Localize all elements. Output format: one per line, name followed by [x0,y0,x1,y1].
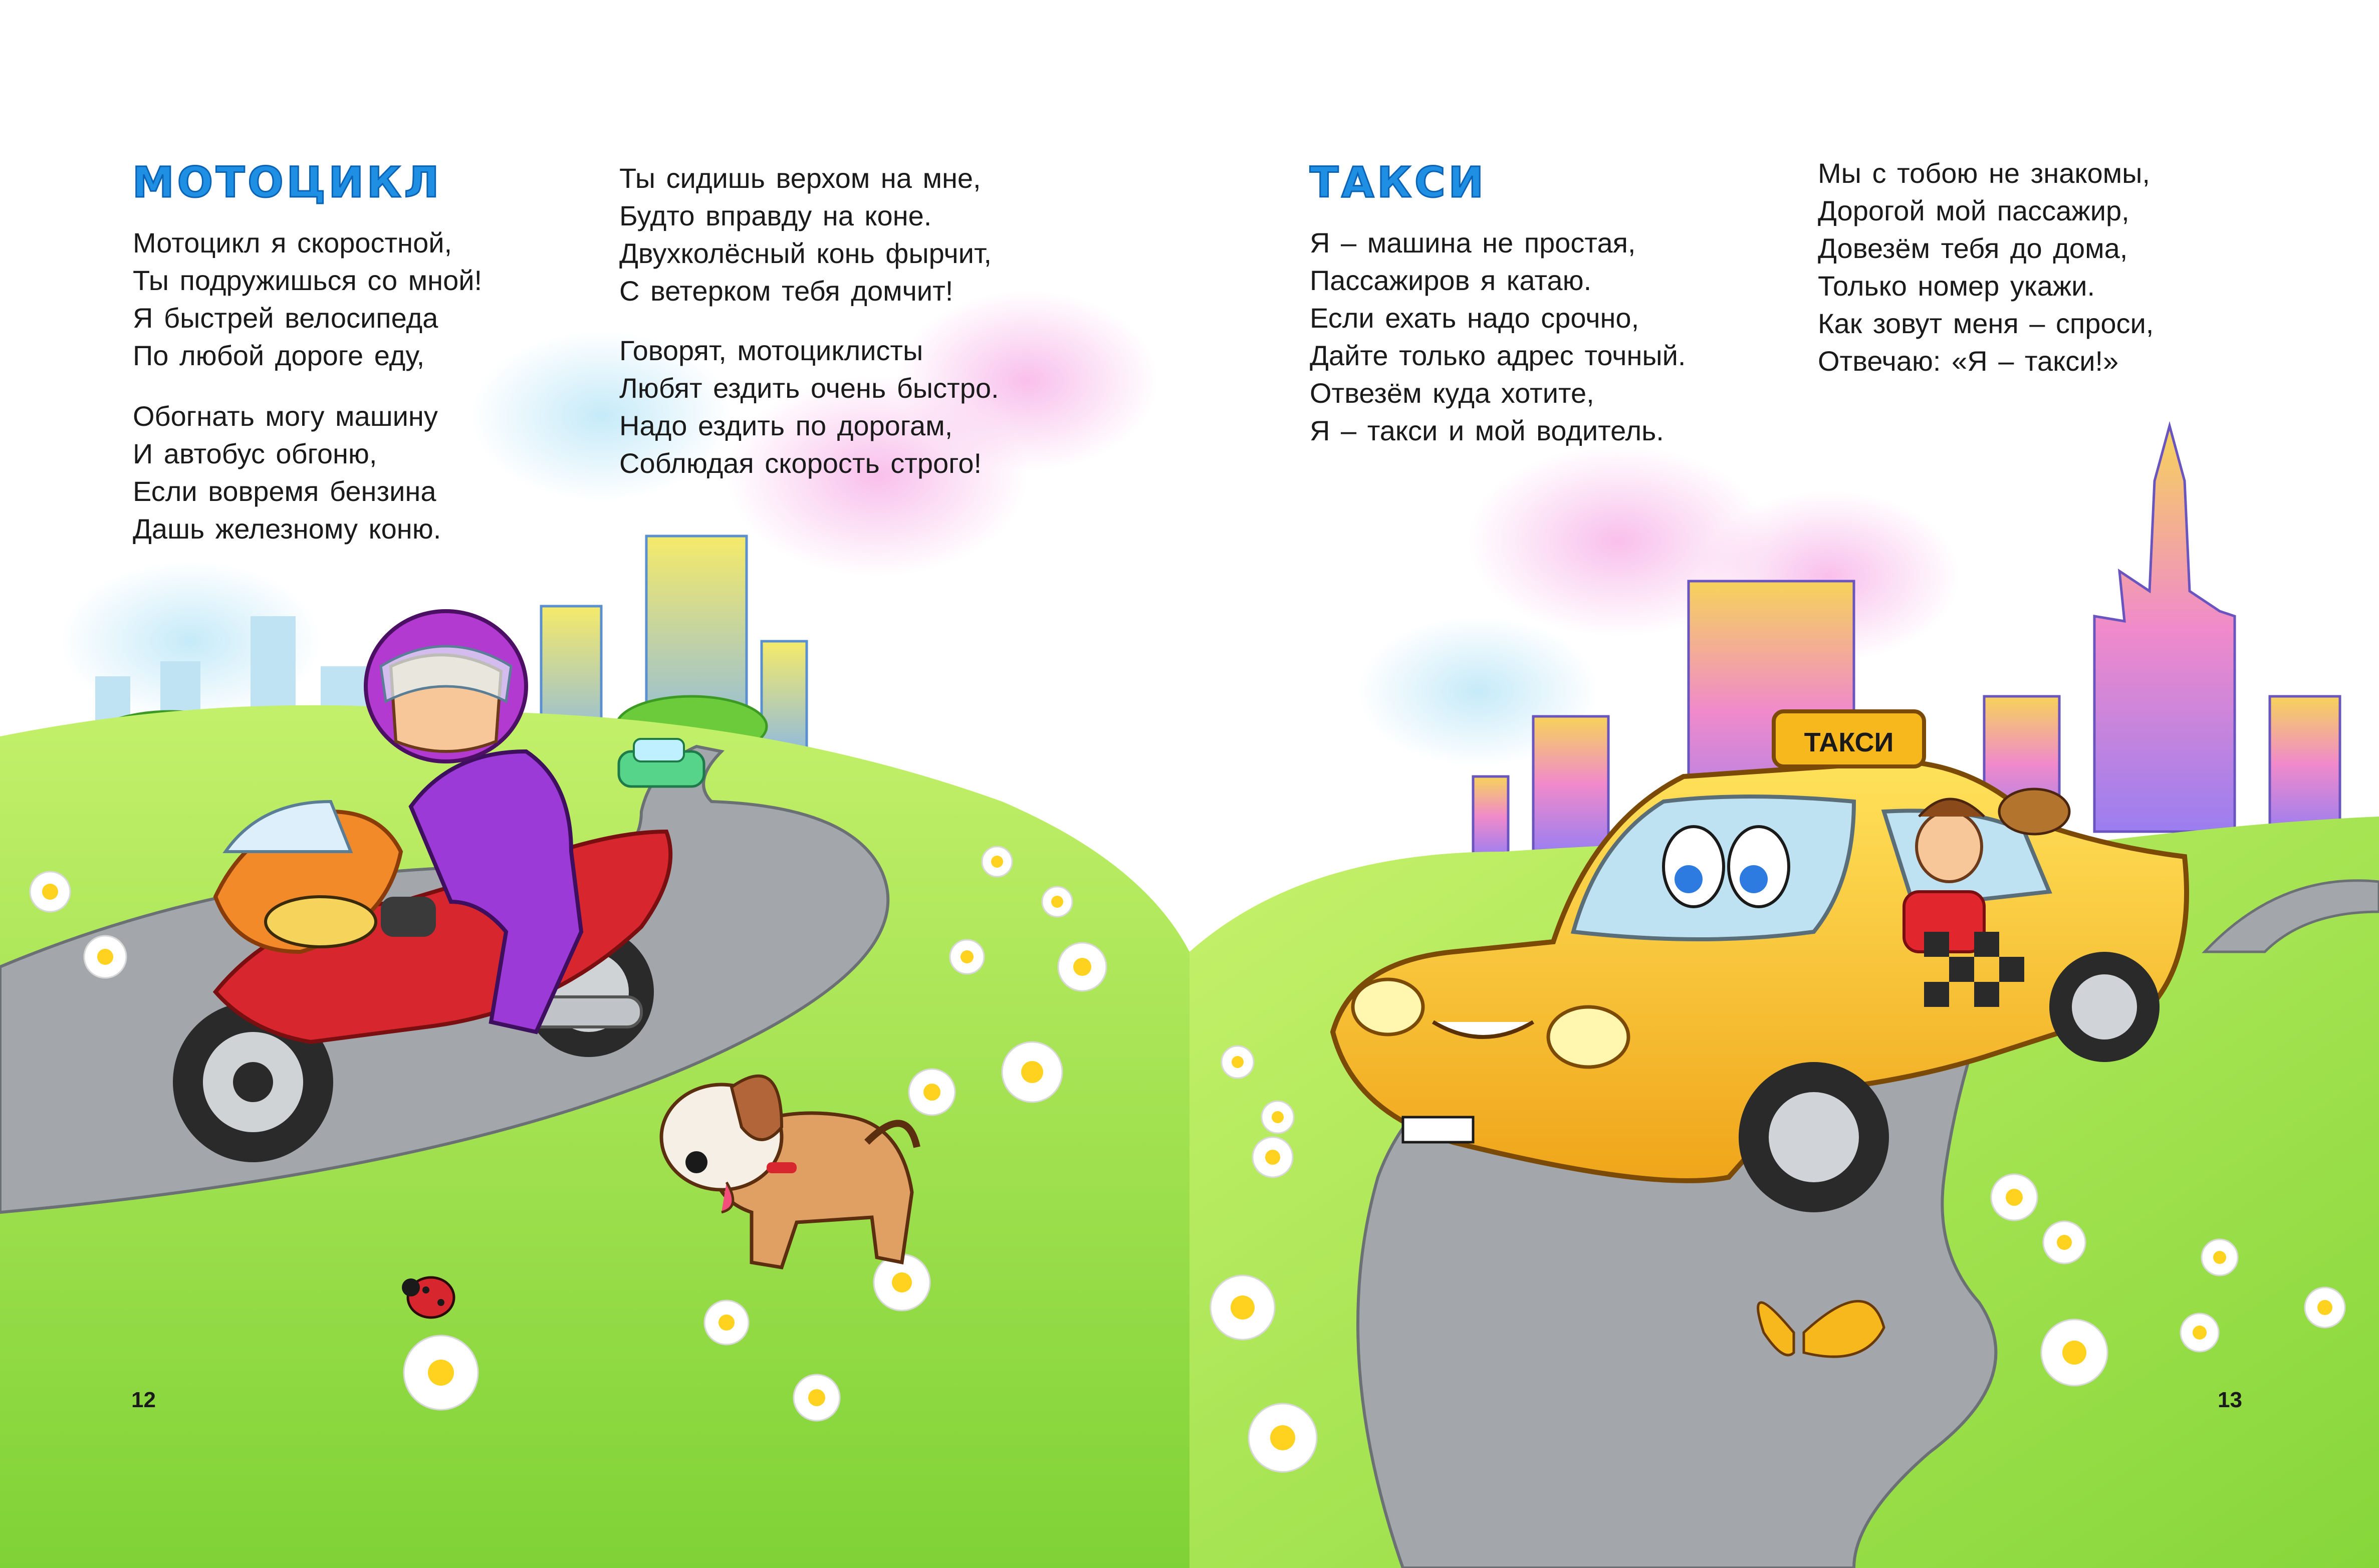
poem-line: Как зовут меня – спроси, [1818,308,2154,339]
poem-line: Довезём тебя до дома, [1818,232,2128,264]
poem-line: Отвечаю: «Я – такси!» [1818,345,2119,377]
page-number-left: 12 [131,1388,156,1412]
poem-line: Соблюдая скорость строго! [619,447,982,479]
left-poem-col2-stanza-1 [619,159,992,310]
left-poem-col2-stanza-2 [619,332,999,482]
left-poem-col1-stanza-2 [133,397,441,548]
poem-line: Говорят, мотоциклисты [619,335,923,366]
poem-line: Если вовремя бензина [133,475,436,507]
poem-line: И автобус обгоню, [133,438,377,469]
poem-line: Мотоцикл я скоростной, [133,227,452,258]
page-number-right: 13 [2218,1388,2242,1412]
poem-line: Если ехать надо срочно, [1310,302,1639,334]
poem-line: Двухколёсный конь фырчит, [619,237,992,269]
right-poem-col1-stanza-1 [1310,224,1686,449]
poem-line: Ты подружишься со мной! [133,265,483,296]
right-poem-title: ТАКСИ [1310,158,1487,207]
taxi-roof-sign: ТАКСИ [1804,727,1894,757]
poem-line: Будто вправду на коне. [619,200,932,231]
poem-line: Ты сидишь верхом на мне, [619,162,981,194]
left-poem-title: МОТОЦИКЛ [132,158,442,207]
right-poem-col2-stanza-1 [1818,154,2154,380]
poem-line: Дорогой мой пассажир, [1818,195,2129,226]
poem-line: С ветерком тебя домчит! [619,275,954,307]
poem-line: Пассажиров я катаю. [1310,265,1592,296]
poem-line: Любят ездить очень быстро. [619,372,999,404]
poem-line: Я – машина не простая, [1310,227,1636,258]
poem-line: Дайте только адрес точный. [1310,340,1686,371]
poem-line: Я быстрей велосипеда [133,302,438,334]
left-poem-col1-stanza-1 [133,224,482,374]
poem-line: Надо ездить по дорогам, [619,410,953,441]
poem-line: Я – такси и мой водитель. [1310,415,1664,446]
poem-line: По любой дороге еду, [133,340,425,371]
poem-line: Дашь железному коню. [133,513,441,545]
poem-line: Только номер укажи. [1818,270,2095,302]
poem-line: Отвезём куда хотите, [1310,377,1594,409]
poem-line: Обогнать могу машину [133,400,438,432]
poem-line: Мы с тобою не знакомы, [1818,157,2150,189]
